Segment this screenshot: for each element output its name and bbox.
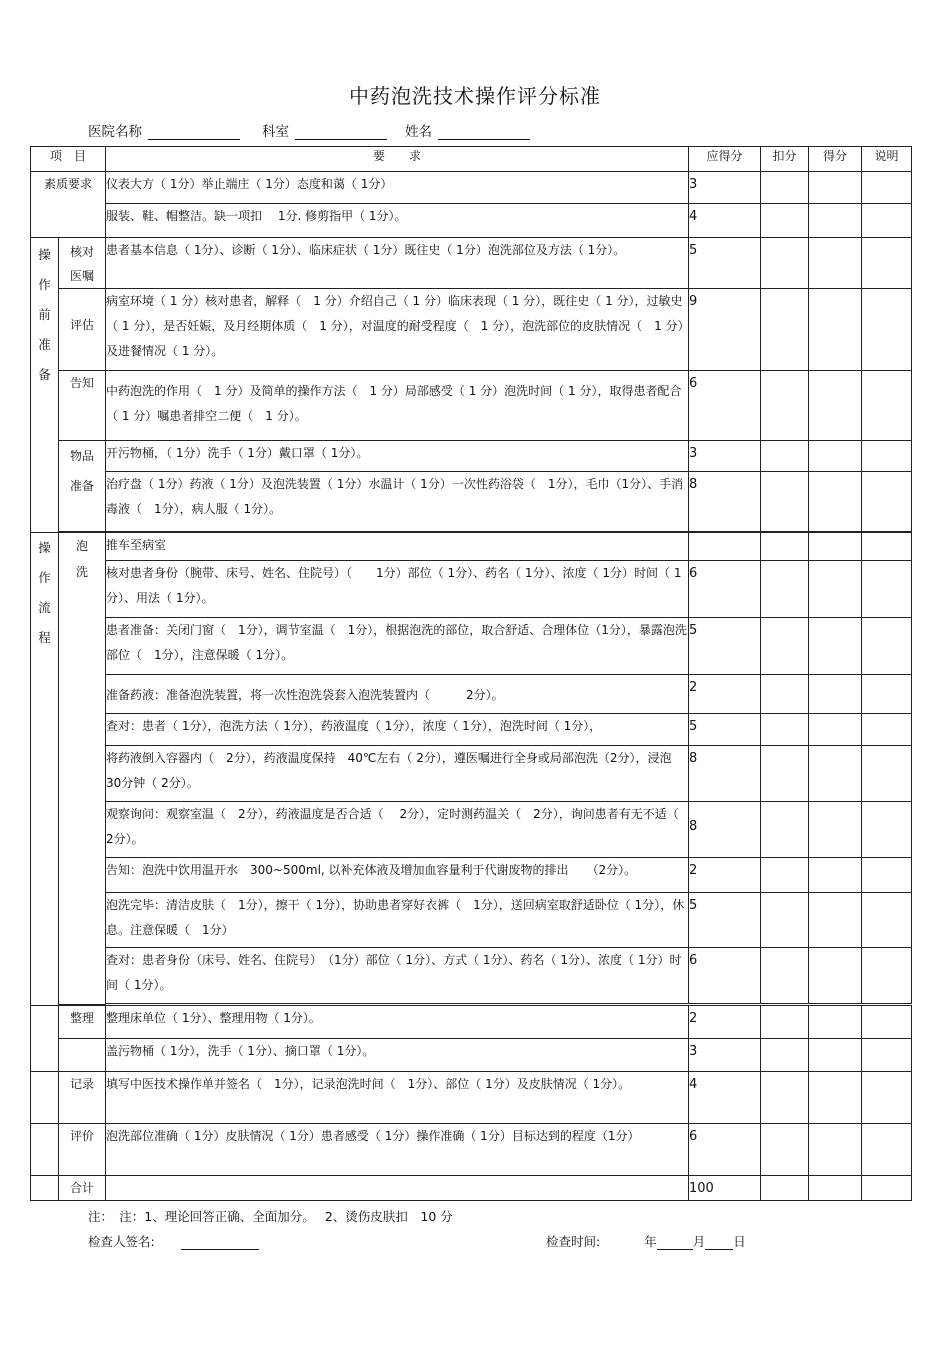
remark-cell[interactable] (862, 746, 912, 802)
requirement-cell: 盖污物桶（ 1分），洗手（ 1分）、摘口罩（ 1分）。 (106, 1038, 689, 1071)
empty-category-cell (31, 1123, 59, 1175)
score-cell[interactable] (809, 1071, 862, 1123)
requirement-cell: 填写中医技术操作单并签名（ 1分），记录泡洗时间（ 1分）、部位（ 1分）及皮肤情况（ 1分）。 (106, 1071, 689, 1123)
category-items-prep: 物品 准备 (59, 441, 106, 532)
requirement-cell: 中药泡洗的作用（ 1 分）及简单的操作方法（ 1 分）局部感受（ 1 分）泡洗时间（ 1 分），取得患者配合（ 1 分）嘱患者排空二便（ 1 分）。 (106, 371, 689, 441)
year-label: 年 (644, 1234, 657, 1249)
category-soak: 泡 洗 (59, 533, 106, 1005)
total-score-cell: 100 (689, 1175, 761, 1200)
table-row (31, 1123, 912, 1175)
full-score-cell: 6 (689, 561, 761, 618)
category-tidy: 整理 (59, 1005, 106, 1038)
full-score-cell: 8 (689, 802, 761, 858)
day-label: 日 (733, 1234, 746, 1249)
remark-cell[interactable] (862, 1005, 912, 1038)
requirement-cell: 患者准备：关闭门窗（ 1分），调节室温（ 1分），根据泡洗的部位，取合舒适、合理体位（1分），暴露泡洗部位（ 1分），注意保暖（ 1分）。 (106, 618, 689, 675)
name-blank[interactable] (438, 125, 530, 140)
remark-cell[interactable] (862, 441, 912, 472)
remark-cell[interactable] (862, 172, 912, 204)
total-row (31, 1175, 912, 1200)
remark-cell[interactable] (862, 204, 912, 238)
table-row (31, 289, 912, 371)
deduct-cell[interactable] (761, 1005, 809, 1038)
deduct-cell[interactable] (761, 618, 809, 675)
score-cell[interactable] (809, 561, 862, 618)
deduct-cell[interactable] (761, 1175, 809, 1200)
requirement-cell: 告知：泡洗中饮用温开水 300~500ml, 以补充体液及增加血容量利于代谢废物的排出 （2分）。 (106, 858, 689, 893)
hospital-label: 医院名称 (88, 124, 142, 140)
day-blank[interactable] (705, 1235, 733, 1250)
table-row (31, 948, 912, 1004)
dept-label: 科室 (262, 124, 289, 140)
full-score-cell: 2 (689, 675, 761, 714)
remark-cell[interactable] (862, 1123, 912, 1175)
page-title: 中药泡洗技术操作评分标准 (349, 84, 601, 108)
full-score-cell: 5 (689, 893, 761, 948)
table-row (31, 1038, 912, 1071)
requirement-cell: 服装、鞋、帽整洁。缺一项扣 1分. 修剪指甲（ 1分）。 (106, 204, 689, 238)
table-row (31, 561, 912, 618)
requirement-cell: 推车至病室 (106, 533, 689, 561)
empty-category-cell (59, 1038, 106, 1071)
check-time-label: 检查时间: (546, 1234, 601, 1249)
remark-cell[interactable] (862, 561, 912, 618)
score-cell[interactable] (809, 618, 862, 675)
hospital-blank[interactable] (148, 125, 240, 140)
full-score-cell: 9 (689, 289, 761, 371)
requirement-cell: 治疗盘（ 1分）药液（ 1分）及泡洗装置（ 1分）水温计（ 1分）一次性药浴袋（ 1分），毛巾（1分）、手消毒液（ 1分），病人服（ 1分）。 (106, 472, 689, 532)
deduct-cell[interactable] (761, 371, 809, 441)
remark-cell[interactable] (862, 533, 912, 561)
full-score-cell: 8 (689, 746, 761, 802)
table-row (31, 675, 912, 714)
score-cell[interactable] (809, 858, 862, 893)
score-cell[interactable] (809, 1123, 862, 1175)
score-cell[interactable] (809, 533, 862, 561)
name-label: 姓名 (405, 124, 432, 140)
requirement-cell: 将药液倒入容器内（ 2分），药液温度保持 40℃左右（ 2分），遵医嘱进行全身或局部泡洗（2分），浸泡 30分钟（ 2分）。 (106, 746, 689, 802)
deduct-cell[interactable] (761, 289, 809, 371)
checker-label: 检查人签名: (88, 1234, 155, 1249)
score-cell[interactable] (809, 371, 862, 441)
requirement-cell: 查对：患者（ 1分），泡洗方法（ 1分），药液温度（ 1分），浓度（ 1分），泡洗时间（ 1分）， (106, 714, 689, 746)
full-score-cell: 3 (689, 1038, 761, 1071)
category-assess: 评估 (59, 289, 106, 371)
table-row (31, 1005, 912, 1038)
requirement-cell: 病室环境（ 1 分）核对患者，解释（ 1 分）介绍自己（ 1 分）临床表现（ 1 分），既往史（ 1 分），过敏史（ 1 分），是否妊娠，及月经期体质（ 1 分），对温度的耐受程度（ 1 分），泡洗部位的皮肤情况（ 1 分）及进餐情况（ 1 分）。 (106, 289, 689, 371)
table-row (31, 441, 912, 472)
category-record: 记录 (59, 1071, 106, 1123)
deduct-cell[interactable] (761, 441, 809, 472)
full-score-cell: 5 (689, 714, 761, 746)
deduct-cell[interactable] (761, 893, 809, 948)
requirement-cell: 泡洗完毕：清洁皮肤（ 1分），擦干（ 1分），协助患者穿好衣裤（ 1分），送回病室取舒适卧位（ 1分），休息。注意保暖（ 1分） (106, 893, 689, 948)
month-blank[interactable] (657, 1235, 693, 1250)
scoring-table (30, 146, 912, 1201)
deduct-cell[interactable] (761, 561, 809, 618)
full-score-cell: 2 (689, 858, 761, 893)
full-score-cell: 3 (689, 172, 761, 204)
header-item: 项 目 (31, 147, 106, 172)
requirement-cell: 查对：患者身份（床号、姓名、住院号） （1分）部位（ 1分）、方式（ 1分）、药名（ 1分）、浓度（ 1分）时间（ 1分）。 (106, 948, 689, 1004)
deduct-cell[interactable] (761, 533, 809, 561)
full-score-cell: 3 (689, 441, 761, 472)
category-check-order: 核对 医嘱 (59, 238, 106, 289)
table-row (31, 1071, 912, 1123)
remark-cell[interactable] (862, 802, 912, 858)
table-row (31, 172, 912, 204)
score-cell[interactable] (809, 472, 862, 532)
requirement-cell: 泡洗部位准确（ 1分）皮肤情况（ 1分）患者感受（ 1分）操作准确（ 1分）目标达到的程度（1分） (106, 1123, 689, 1175)
score-cell[interactable] (809, 802, 862, 858)
table-row (31, 472, 912, 532)
deduct-cell[interactable] (761, 675, 809, 714)
table-row (31, 893, 912, 948)
checker-blank[interactable] (181, 1235, 259, 1250)
full-score-cell: 5 (689, 238, 761, 289)
full-score-cell: 8 (689, 472, 761, 532)
remark-cell[interactable] (862, 472, 912, 532)
remark-cell[interactable] (862, 675, 912, 714)
deduct-cell[interactable] (761, 172, 809, 204)
checker-signature-field (88, 1232, 259, 1250)
category-quality: 素质要求 (31, 172, 106, 238)
full-score-cell: 2 (689, 1005, 761, 1038)
remark-cell[interactable] (862, 858, 912, 893)
category-total: 合计 (59, 1175, 106, 1200)
requirement-cell: 观察询问：观察室温（ 2分），药液温度是否合适（ 2分），定时测药温关（ 2分），询问患者有无不适（ 2分）。 (106, 802, 689, 858)
table-header-row (31, 147, 912, 172)
deduct-cell[interactable] (761, 472, 809, 532)
header-requirement: 要 求 (106, 147, 689, 172)
deduct-cell[interactable] (761, 746, 809, 802)
remark-cell[interactable] (862, 1175, 912, 1200)
requirement-cell: 核对患者身份（腕带、床号、姓名、住院号）（ 1分）部位（ 1分）、药名（ 1分）、浓度（ 1分）时间（ 1分）、用法（ 1分）。 (106, 561, 689, 618)
deduct-cell[interactable] (761, 1038, 809, 1071)
score-cell[interactable] (809, 675, 862, 714)
full-score-cell: 6 (689, 1123, 761, 1175)
deduct-cell[interactable] (761, 802, 809, 858)
dept-blank[interactable] (295, 125, 387, 140)
table-row (31, 714, 912, 746)
full-score-cell: 6 (689, 948, 761, 1004)
category-inform: 告知 (59, 371, 106, 441)
deduct-cell[interactable] (761, 1123, 809, 1175)
note-text: 注： 注：1、理论回答正确、全面加分。 2、烫伤皮肤扣 10 分 (88, 1209, 453, 1224)
full-score-cell: 4 (689, 204, 761, 238)
score-cell[interactable] (809, 204, 862, 238)
deduct-cell[interactable] (761, 948, 809, 1004)
header-full-score: 应得分 (689, 147, 761, 172)
dept-field (262, 120, 387, 140)
score-cell[interactable] (809, 1175, 862, 1200)
full-score-cell: 4 (689, 1071, 761, 1123)
category-evaluate: 评价 (59, 1123, 106, 1175)
requirement-cell: 整理床单位（ 1分）、整理用物（ 1分）。 (106, 1005, 689, 1038)
score-cell[interactable] (809, 948, 862, 1004)
table-row (31, 746, 912, 802)
full-score-cell (689, 533, 761, 561)
category-operation-process: 操 作 流 程 (31, 533, 59, 1006)
deduct-cell[interactable] (761, 714, 809, 746)
table-row (31, 371, 912, 441)
requirement-cell: 仪表大方（ 1分）举止端庄（ 1分）态度和蔼（ 1分） (106, 172, 689, 204)
requirement-cell (106, 1175, 689, 1200)
score-cell[interactable] (809, 746, 862, 802)
score-cell[interactable] (809, 441, 862, 472)
remark-cell[interactable] (862, 714, 912, 746)
remark-cell[interactable] (862, 371, 912, 441)
remark-cell[interactable] (862, 948, 912, 1004)
remark-cell[interactable] (862, 1071, 912, 1123)
category-pre-operation: 操 作 前 准 备 (31, 238, 59, 533)
name-field (405, 120, 530, 140)
header-score: 得分 (809, 147, 862, 172)
score-cell[interactable] (809, 289, 862, 371)
full-score-cell: 5 (689, 618, 761, 675)
deduct-cell[interactable] (761, 858, 809, 893)
table-row (31, 802, 912, 858)
score-cell[interactable] (809, 893, 862, 948)
empty-category-cell (31, 1071, 59, 1123)
deduct-cell[interactable] (761, 238, 809, 289)
score-cell[interactable] (809, 172, 862, 204)
table-row (31, 858, 912, 893)
deduct-cell[interactable] (761, 1071, 809, 1123)
remark-cell[interactable] (862, 1038, 912, 1071)
empty-category-cell (31, 1005, 59, 1071)
hospital-field (88, 120, 240, 140)
header-deduct: 扣分 (761, 147, 809, 172)
table-row (31, 533, 912, 561)
score-cell[interactable] (809, 1005, 862, 1038)
empty-category-cell (31, 1175, 59, 1200)
table-row (31, 238, 912, 289)
month-label: 月 (692, 1234, 706, 1249)
score-cell[interactable] (809, 1038, 862, 1071)
remark-cell[interactable] (862, 618, 912, 675)
score-cell[interactable] (809, 714, 862, 746)
score-cell[interactable] (809, 238, 862, 289)
remark-cell[interactable] (862, 893, 912, 948)
deduct-cell[interactable] (761, 204, 809, 238)
requirement-cell: 患者基本信息（ 1分）、诊断（ 1分）、临床症状（ 1分）既往史（ 1分）泡洗部位及方法（ 1分）。 (106, 238, 689, 289)
requirement-cell: 准备药液：准备泡洗装置，将一次性泡洗袋套入泡洗装置内（ 2分）。 (106, 675, 689, 714)
table-row (31, 618, 912, 675)
check-time-field (546, 1232, 746, 1250)
requirement-cell: 开污物桶，（ 1分）洗手（ 1分）戴口罩（ 1分）。 (106, 441, 689, 472)
remark-cell[interactable] (862, 289, 912, 371)
remark-cell[interactable] (862, 238, 912, 289)
table-row (31, 204, 912, 238)
full-score-cell: 6 (689, 371, 761, 441)
header-remark: 说明 (862, 147, 912, 172)
